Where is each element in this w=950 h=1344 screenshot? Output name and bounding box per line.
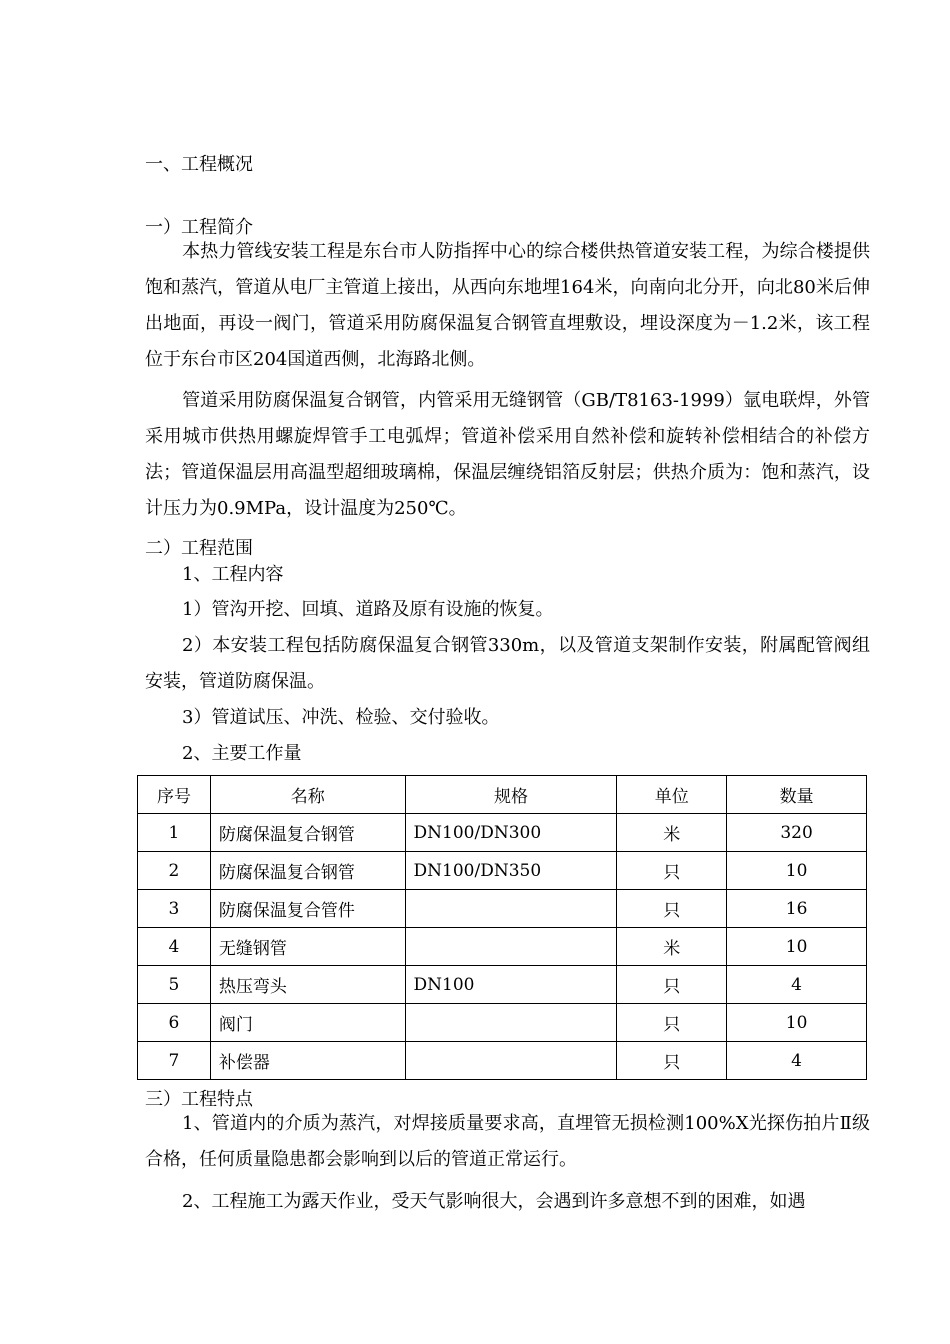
cell-unit: 只 [617,1004,727,1042]
scope-item-2: 2）本安装工程包括防腐保温复合钢管330m，以及管道支架制作安装，附属配管阀组安装，管道防腐保温。 [145,635,870,692]
header-name: 名称 [210,776,405,814]
cell-spec [405,1004,617,1042]
cell-spec [405,890,617,928]
cell-index: 4 [138,928,211,966]
table-row [138,928,867,966]
cell-unit: 只 [617,890,727,928]
cell-name: 防腐保温复合钢管 [210,814,405,852]
table-row [138,890,867,928]
scope-heading: 二）工程范围 [145,538,253,559]
cell-index: 2 [138,852,211,890]
features-paragraph-1: 1、管道内的介质为蒸汽，对焊接质量要求高，直埋管无损检测100%X光探伤拍片Ⅱ级合格，任何质量隐患都会影响到以后的管道正常运行。 [145,1113,870,1170]
header-quantity: 数量 [727,776,867,814]
table-row [138,1004,867,1042]
table-row [138,966,867,1004]
section-heading: 一、工程概况 [145,154,253,175]
cell-name: 无缝钢管 [210,928,405,966]
cell-quantity: 4 [727,966,867,1004]
cell-quantity: 10 [727,1004,867,1042]
cell-name: 防腐保温复合钢管 [210,852,405,890]
header-spec: 规格 [405,776,617,814]
cell-spec: DN100 [405,966,617,1004]
scope-subheading-content: 1、工程内容 [182,564,284,585]
intro-paragraph-1: 本热力管线安装工程是东台市人防指挥中心的综合楼供热管道安装工程，为综合楼提供饱和蒸汽，管道从电厂主管道上接出，从西向东地埋164米，向南向北分开，向北80米后伸出地面，再设一阀门，管道采用防腐保温复合钢管直埋敷设，埋设深度为－1.2米，该工程位于东台市区204国道西侧，北海路北侧。 [145,241,870,370]
cell-spec [405,928,617,966]
cell-quantity: 16 [727,890,867,928]
cell-name: 热压弯头 [210,966,405,1004]
cell-unit: 只 [617,1042,727,1080]
table-row [138,852,867,890]
cell-unit: 只 [617,852,727,890]
scope-item-3: 3）管道试压、冲洗、检验、交付验收。 [182,707,500,728]
table-row [138,1042,867,1080]
cell-spec [405,1042,617,1080]
cell-spec: DN100/DN300 [405,814,617,852]
cell-spec: DN100/DN350 [405,852,617,890]
scope-item-1: 1）管沟开挖、回填、道路及原有设施的恢复。 [182,599,554,620]
cell-name: 补偿器 [210,1042,405,1080]
header-index: 序号 [138,776,211,814]
cell-unit: 只 [617,966,727,1004]
table-row [138,814,867,852]
cell-index: 5 [138,966,211,1004]
table-header-row [138,776,867,814]
cell-index: 1 [138,814,211,852]
cell-unit: 米 [617,814,727,852]
intro-heading: 一）工程简介 [145,217,253,238]
intro-paragraph-2: 管道采用防腐保温复合钢管，内管采用无缝钢管（GB/T8163-1999）氩电联焊，外管采用城市供热用螺旋焊管手工电弧焊；管道补偿采用自然补偿和旋转补偿相结合的补偿方法；管道保温层用高温型超细玻璃棉，保温层缠绕铝箔反射层；供热介质为：饱和蒸汽，设计压力为0.9MPa，设计温度为250℃。 [145,390,870,519]
features-paragraph-2: 2、工程施工为露天作业，受天气影响很大，会遇到许多意想不到的困难，如遇 [182,1191,806,1212]
work-quantity-table [137,775,867,1080]
cell-unit: 米 [617,928,727,966]
scope-subheading-quantity: 2、主要工作量 [182,743,302,764]
cell-quantity: 4 [727,1042,867,1080]
cell-quantity: 10 [727,928,867,966]
cell-index: 7 [138,1042,211,1080]
cell-quantity: 10 [727,852,867,890]
features-heading: 三）工程特点 [145,1089,253,1110]
cell-index: 6 [138,1004,211,1042]
cell-name: 防腐保温复合管件 [210,890,405,928]
cell-index: 3 [138,890,211,928]
cell-quantity: 320 [727,814,867,852]
header-unit: 单位 [617,776,727,814]
cell-name: 阀门 [210,1004,405,1042]
